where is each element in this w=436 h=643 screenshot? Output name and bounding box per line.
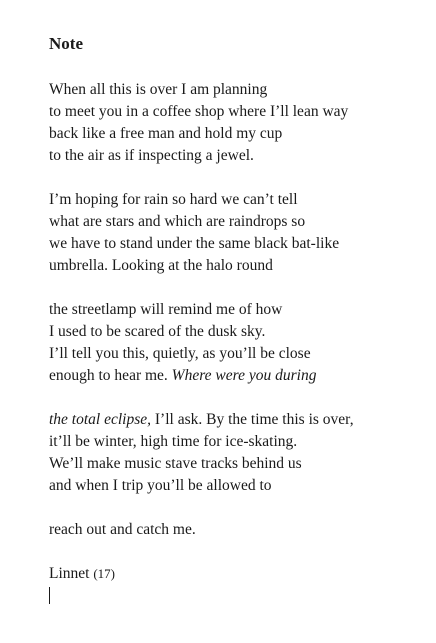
poem-line: When all this is over I am planning bbox=[49, 81, 268, 98]
poem-line: to meet you in a coffee shop where I’ll lean way bbox=[49, 103, 349, 120]
poem-line: I’m hoping for rain so hard we can’t tell bbox=[49, 191, 298, 208]
stanza-3 bbox=[49, 299, 429, 387]
poem-line: back like a free man and hold my cup bbox=[49, 125, 283, 142]
poem-line: reach out and catch me. bbox=[49, 521, 196, 538]
author-line bbox=[49, 563, 429, 585]
poem-title: Note bbox=[49, 34, 83, 53]
poem-line-mixed bbox=[49, 365, 429, 387]
poem-line: I’ll tell you this, quietly, as you’ll be close bbox=[49, 345, 311, 362]
poem-page bbox=[49, 33, 429, 604]
poem-line: We’ll make music stave tracks behind us bbox=[49, 455, 302, 472]
poem-line-italic: the total eclipse, bbox=[49, 411, 152, 428]
stanza-4 bbox=[49, 409, 429, 497]
poem-line: it’ll be winter, high time for ice-skating. bbox=[49, 433, 298, 450]
poem-line-plain: I’ll ask. By the time this is over, bbox=[151, 411, 354, 428]
poem-line: what are stars and which are raindrops so bbox=[49, 213, 306, 230]
stanza-1 bbox=[49, 79, 429, 167]
poem-line: we have to stand under the same black bat-like bbox=[49, 235, 340, 252]
poem-line: I used to be scared of the dusk sky. bbox=[49, 323, 266, 340]
author-age: (17) bbox=[93, 566, 116, 581]
poem-line-plain: enough to hear me. bbox=[49, 367, 172, 384]
poem-line: umbrella. Looking at the halo round bbox=[49, 257, 273, 274]
stanza-5 bbox=[49, 519, 429, 541]
poem-line: to the air as if inspecting a jewel. bbox=[49, 147, 254, 164]
text-cursor[interactable] bbox=[49, 587, 50, 604]
poem-line-italic: Where were you during bbox=[171, 367, 317, 384]
author-name: Linnet bbox=[49, 565, 90, 582]
poem-line: the streetlamp will remind me of how bbox=[49, 301, 283, 318]
poem-line-mixed bbox=[49, 409, 429, 431]
stanza-2 bbox=[49, 189, 429, 277]
author-credit bbox=[49, 563, 429, 604]
poem-line: and when I trip you’ll be allowed to bbox=[49, 477, 272, 494]
